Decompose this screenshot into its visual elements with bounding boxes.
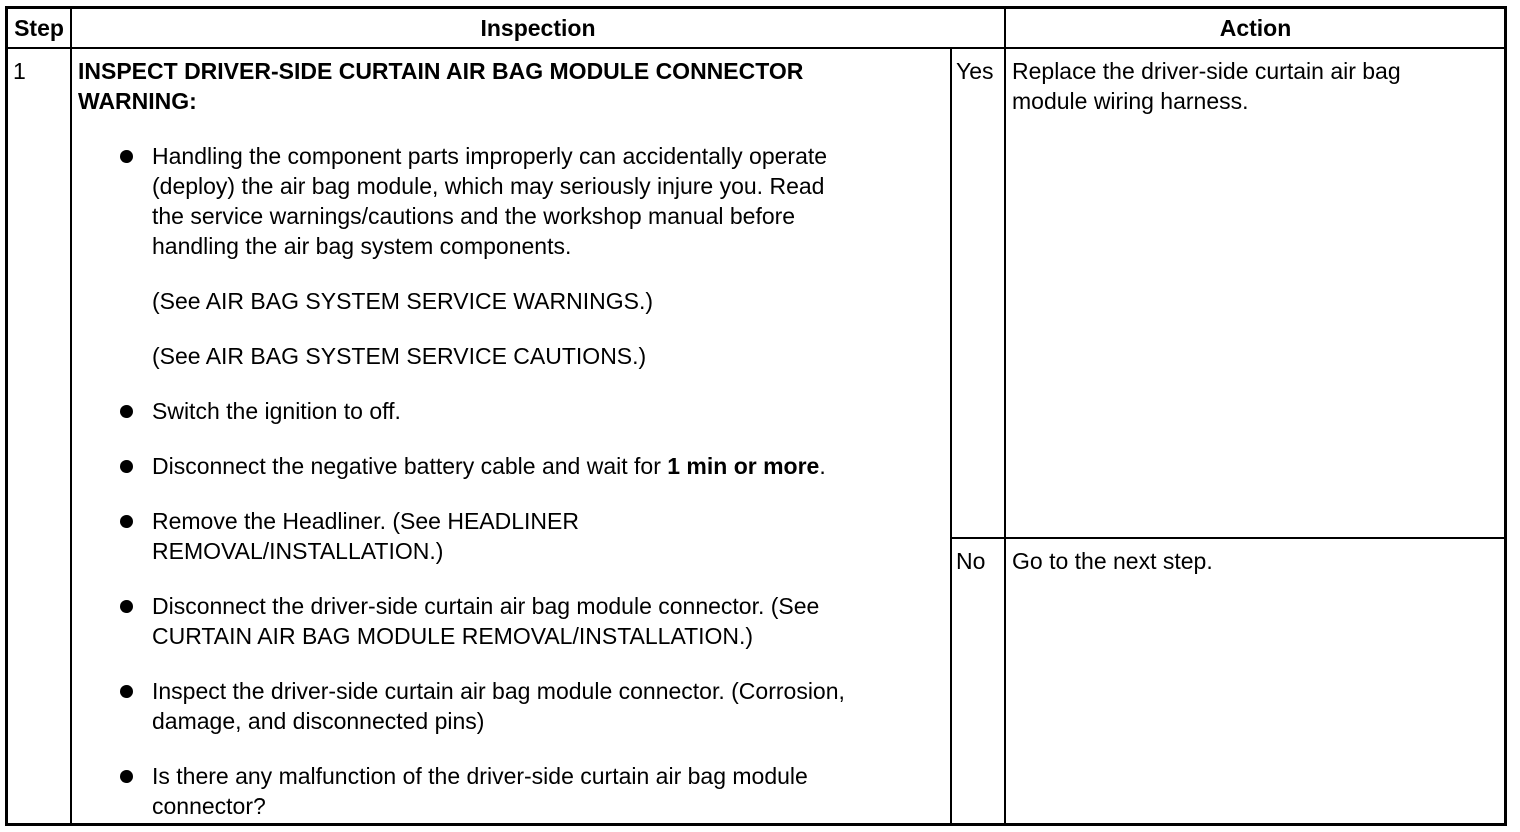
bullet-icon [120,685,133,698]
see-warnings-link: (See AIR BAG SYSTEM SERVICE WARNINGS.) [152,288,654,314]
col-divider-action [1004,8,1006,824]
bullet-icon [120,460,133,473]
see-cautions-link: (See AIR BAG SYSTEM SERVICE CAUTIONS.) [152,343,647,369]
header-inspection: Inspection [480,15,596,41]
step-ignition-off: Switch the ignition to off. [152,398,401,424]
yes-label: Yes [956,58,994,84]
bullet-icon [120,515,133,528]
battery-text-end: . [819,453,826,479]
step-disconnect-connector [152,591,932,651]
connector-line: CURTAIN AIR BAG MODULE REMOVAL/INSTALLATION.) [152,623,754,649]
col-divider-yesno [950,48,952,824]
no-label: No [956,548,986,574]
headliner-line: REMOVAL/INSTALLATION.) [152,538,444,564]
warning-label: WARNING: [78,88,197,114]
header-step: Step [14,15,64,41]
step-disconnect-battery [152,451,932,481]
step-number: 1 [13,58,26,84]
bullet-icon [120,405,133,418]
inspect-line: Inspect the driver-side curtain air bag module connector. (Corrosion, [152,678,845,704]
warning-line: handling the air bag system components. [152,233,572,259]
headliner-line: Remove the Headliner. (See HEADLINER [152,508,579,534]
warning-line: the service warnings/cautions and the workshop manual before [152,203,796,229]
no-action: Go to the next step. [1012,548,1213,574]
step-remove-headliner [152,506,932,566]
inspection-title: INSPECT DRIVER-SIDE CURTAIN AIR BAG MODULE CONNECTOR [78,58,804,84]
battery-text: Disconnect the negative battery cable and wait for [152,453,668,479]
warning-line: Handling the component parts improperly can accidentally operate [152,143,828,169]
header-action: Action [1219,15,1292,41]
col-divider-step [70,8,72,824]
yes-action-line: module wiring harness. [1012,88,1249,114]
step-question [152,761,932,821]
bullet-icon [120,770,133,783]
wait-time: 1 min or more [667,453,820,479]
warning-text [152,141,932,261]
bullet-icon [120,150,133,163]
yes-no-divider [950,537,1505,539]
inspect-line: damage, and disconnected pins) [152,708,485,734]
warning-line: (deploy) the air bag module, which may seriously injure you. Read [152,173,825,199]
connector-line: Disconnect the driver-side curtain air bag module connector. (See [152,593,820,619]
step-inspect-connector [152,676,932,736]
bullet-icon [120,600,133,613]
question-line: connector? [152,793,266,819]
yes-action-line: Replace the driver-side curtain air bag [1012,58,1401,84]
yes-action [1012,56,1401,116]
question-line: Is there any malfunction of the driver-side curtain air bag module [152,763,808,789]
